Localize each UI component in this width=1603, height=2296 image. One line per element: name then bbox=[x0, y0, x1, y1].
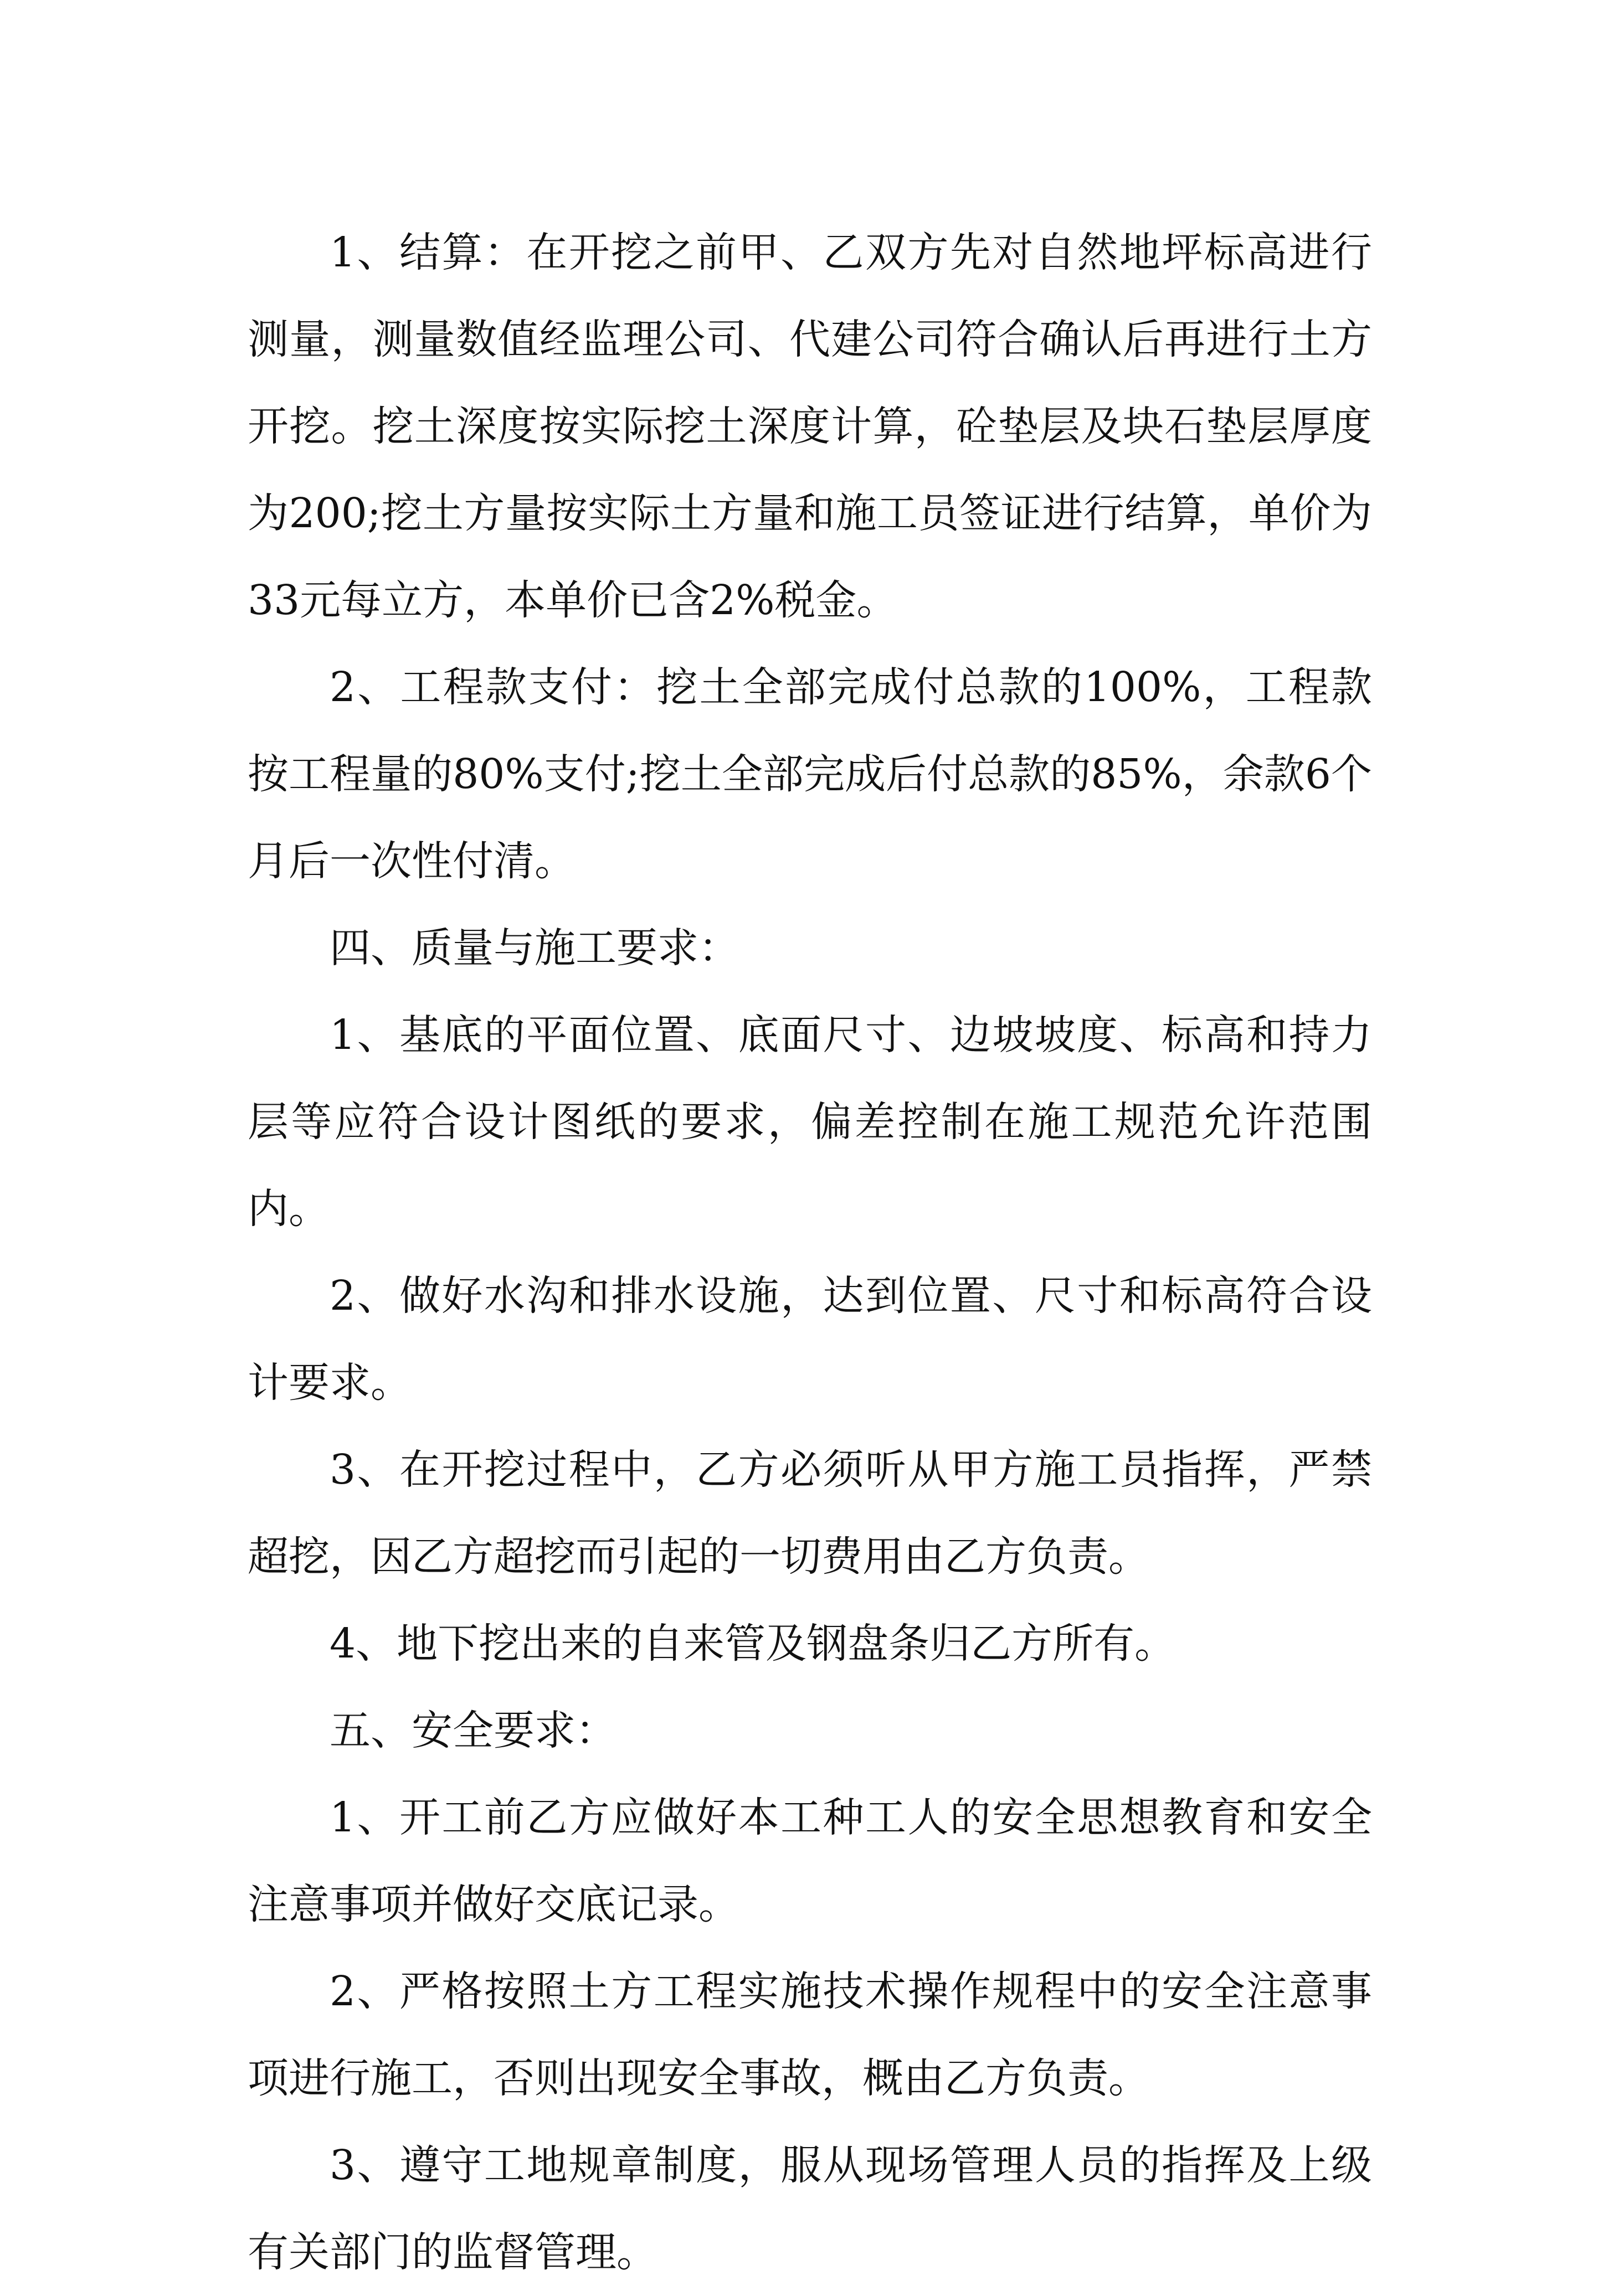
document-body bbox=[248, 209, 1372, 2296]
paragraph-safety-3: 3、遵守工地规章制度，服从现场管理人员的指挥及上级有关部门的监督管理。 bbox=[248, 2141, 1372, 2276]
section-heading-quality: 四、质量与施工要求： bbox=[330, 924, 739, 972]
paragraph-quality-1: 1、基底的平面位置、底面尺寸、边坡坡度、标高和持力层等应符合设计图纸的要求，偏差控制在施工规范允许范围内。 bbox=[248, 1011, 1372, 1233]
paragraph-safety-2: 2、严格按照土方工程实施技术操作规程中的安全注意事项进行施工，否则出现安全事故，概由乙方负责。 bbox=[248, 1968, 1372, 2102]
paragraph-quality-3: 3、在开挖过程中，乙方必须听从甲方施工员指挥，严禁超挖，因乙方超挖而引起的一切费用由乙方负责。 bbox=[248, 1446, 1372, 1581]
section-heading-safety: 五、安全要求： bbox=[330, 1707, 616, 1754]
paragraph-safety-1: 1、开工前乙方应做好本工种工人的安全思想教育和安全注意事项并做好交底记录。 bbox=[248, 1794, 1372, 1928]
paragraph-quality-4: 4、地下挖出来的自来管及钢盘条归乙方所有。 bbox=[330, 1620, 1176, 1667]
paragraph-payment: 2、工程款支付：挖土全部完成付总款的100%，工程款按工程量的80%支付;挖土全部完成后付总款的85%，余款6个月后一次性付清。 bbox=[248, 663, 1372, 885]
paragraph-settlement: 1、结算：在开挖之前甲、乙双方先对自然地坪标高进行测量，测量数值经监理公司、代建公司符合确认后再进行土方开挖。挖土深度按实际挖土深度计算，砼垫层及块石垫层厚度为200;挖土方量按实际土方量和施工员签证进行结算，单价为33元每立方，本单价已含2%税金。 bbox=[248, 229, 1372, 624]
paragraph-quality-2: 2、做好水沟和排水设施，达到位置、尺寸和标高符合设计要求。 bbox=[248, 1272, 1372, 1407]
